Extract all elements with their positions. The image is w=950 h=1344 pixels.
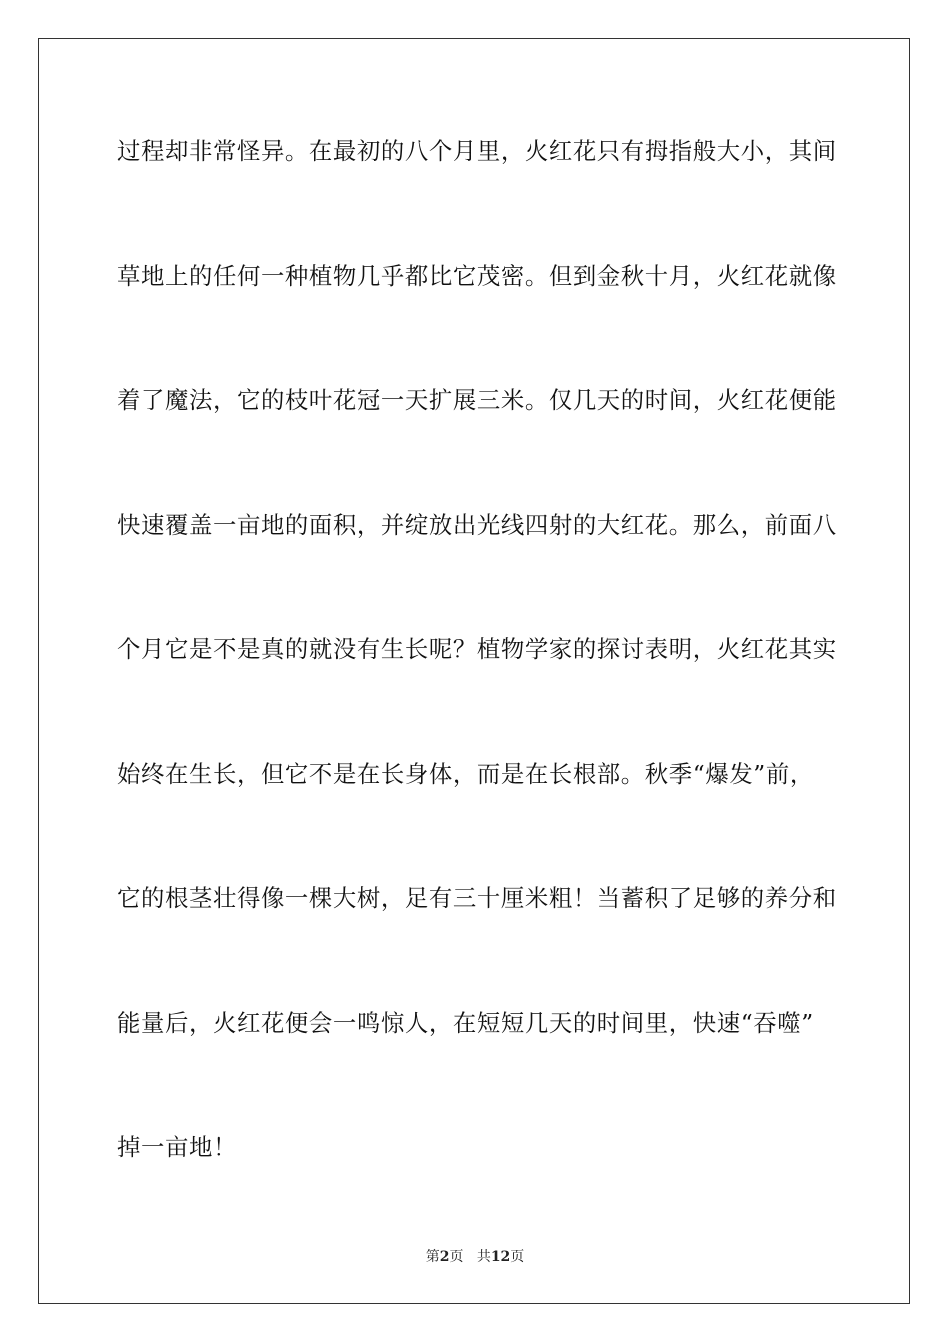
total-pages: 12 bbox=[490, 1249, 511, 1265]
page-number: 2 bbox=[439, 1249, 450, 1265]
text-line: 快速覆盖一亩地的面积，并绽放出光线四射的大红花。那么，前面八 bbox=[117, 510, 837, 539]
text-line: 掉一亩地！ bbox=[117, 1133, 237, 1161]
body-text bbox=[117, 124, 847, 1245]
text-line: 个月它是不是真的就没有生长呢？植物学家的探讨表明，火红花其实 bbox=[117, 635, 837, 663]
text-line: 能量后，火红花便会一鸣惊人，在短短几天的时间里，快速“吞噬” bbox=[117, 1008, 814, 1037]
text-line: 过程却非常怪异。在最初的八个月里，火红花只有拇指般大小，其间 bbox=[117, 137, 837, 165]
total-unit: 页 bbox=[510, 1249, 525, 1265]
page-footer bbox=[0, 1246, 950, 1266]
text-line: 草地上的任何一种植物几乎都比它茂密。但到金秋十月，火红花就像 bbox=[117, 261, 837, 290]
text-line: 始终在生长，但它不是在长身体，而是在长根部。秋季“爆发”前， bbox=[117, 759, 814, 788]
text-line: 着了魔法，它的枝叶花冠一天扩展三米。仅几天的时间，火红花便能 bbox=[117, 386, 837, 414]
total-prefix: 共 bbox=[476, 1249, 491, 1265]
page-unit: 页 bbox=[449, 1249, 464, 1265]
page-prefix: 第 bbox=[425, 1249, 440, 1265]
text-line: 它的根茎壮得像一棵大树，足有三十厘米粗！当蓄积了足够的养分和 bbox=[117, 884, 837, 912]
